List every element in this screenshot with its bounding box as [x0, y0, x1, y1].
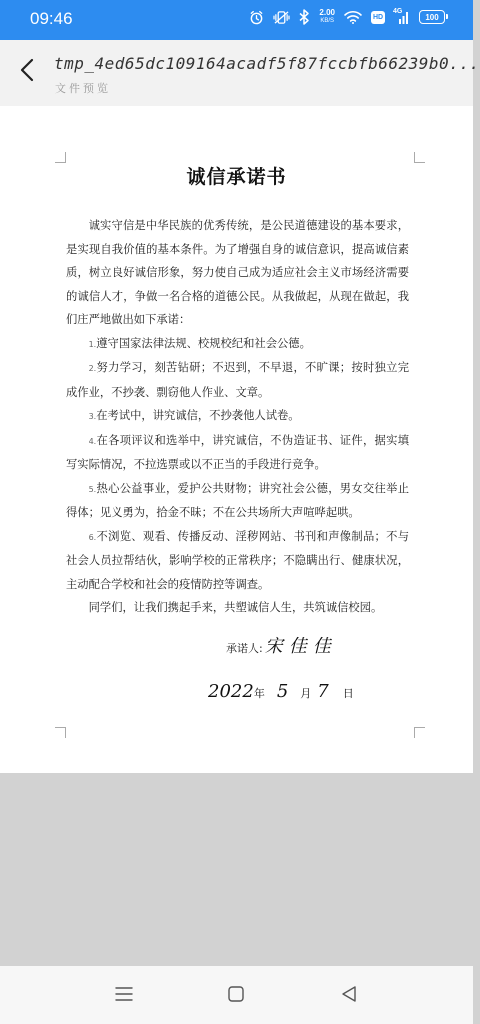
pledge-item-text: 不浏览、观看、传播反动、淫秽网站、书刊和声像制品；不与社会人员拉帮结伙，影响学校的正常秩序；不隐瞒出行、健康状况，主动配合学校和社会的疫情防控等调查。 [66, 529, 409, 591]
date-year-unit: 年 [253, 687, 265, 700]
alarm-icon [249, 10, 264, 25]
pledge-item [66, 404, 409, 429]
system-back-button[interactable] [337, 984, 361, 1008]
network-speed-unit: KB/S [320, 18, 335, 24]
date-month-unit: 月 [300, 687, 312, 700]
hd-badge: HD [371, 11, 385, 24]
file-preview-subtitle: 文件预览 [55, 82, 111, 95]
pledge-item [66, 356, 409, 404]
menu-icon [115, 986, 133, 1006]
preview-background [0, 773, 473, 966]
date-month: 5 [276, 681, 289, 702]
signal-icon [393, 7, 410, 24]
pledge-item [66, 429, 409, 477]
date-day: 7 [317, 681, 329, 702]
network-type: 4G [393, 7, 403, 15]
status-bar [0, 0, 473, 40]
pledge-item-text: 在各项评议和选举中，讲究诚信，不伪造证书、证件，据实填写实际情况，不拉选票或以不正当的手段进行竞争。 [66, 433, 409, 471]
pledge-item-number: 3. [88, 412, 97, 421]
date-day-unit: 日 [342, 687, 354, 700]
back-triangle-icon [341, 985, 357, 1007]
status-time: 09:46 [30, 9, 73, 28]
status-icons [249, 9, 445, 25]
pledge-item-number: 1. [88, 339, 97, 349]
intro-paragraph: 诚实守信是中华民族的优秀传统，是公民道德建设的基本要求，是实现自我价值的基本条件。为了增强自身的诚信意识，提高诚信素质，树立良好诚信形象，努力使自己成为适应社会主义市场经济需要的诚信人才，争做一名合格的道德公民。从我做起，从现在做起，我们庄严地做出如下承诺： [66, 219, 409, 326]
date-year: 2022 [208, 681, 254, 702]
document-title: 诚信承诺书 [186, 166, 287, 188]
chevron-left-icon [20, 58, 34, 86]
pledge-item-text: 遵守国家法律法规、校规校纪和社会公德。 [96, 336, 311, 350]
document-body [66, 214, 409, 620]
file-name-title: tmp_4ed65dc109164acadf5f87fccbfb66239b0... [54, 54, 480, 73]
signer-label: 承诺人: [226, 642, 263, 655]
pledge-item [66, 525, 409, 597]
bluetooth-icon [299, 9, 310, 25]
signature-row [226, 632, 337, 658]
document-page [0, 106, 473, 773]
pledge-item-text: 在考试中，讲究诚信，不抄袭他人试卷。 [96, 409, 300, 422]
battery-icon [419, 10, 445, 24]
system-nav-bar [0, 966, 473, 1024]
pledge-item-number: 6. [88, 532, 97, 542]
app-header [0, 40, 480, 106]
network-speed-value: 2.00 [319, 8, 335, 17]
home-icon [227, 985, 245, 1007]
pledge-item [66, 332, 409, 357]
home-button[interactable] [224, 984, 248, 1008]
pledge-item-text: 努力学习，刻苦钻研；不迟到，不早退，不旷课；按时独立完成作业，不抄袭、剽窃他人作业、文章。 [66, 361, 409, 399]
pledge-item-number: 5. [88, 484, 97, 494]
vibrate-icon [273, 10, 290, 25]
recent-apps-button[interactable] [112, 984, 136, 1008]
pledge-item-number: 2. [88, 364, 97, 373]
back-button[interactable] [10, 54, 44, 90]
closing-paragraph: 同学们，让我们携起手来，共塑诚信人生，共筑诚信校园。 [88, 601, 383, 614]
battery-level: 100 [425, 12, 439, 22]
page-corner-mark-bottom-left [55, 727, 66, 738]
pledge-item-number: 4. [88, 436, 97, 446]
signature-date [208, 681, 354, 702]
pledge-item-text: 热心公益事业，爱护公共财物；讲究社会公德，男女交往举止得体；见义勇为，拾金不昧；不在公共场所大声喧哗起哄。 [66, 481, 409, 519]
page-corner-mark-bottom-right [414, 727, 425, 738]
network-speed [319, 9, 335, 25]
wifi-icon [344, 10, 362, 24]
pledge-item [66, 477, 409, 525]
signer-name: 宋佳佳 [264, 636, 337, 657]
